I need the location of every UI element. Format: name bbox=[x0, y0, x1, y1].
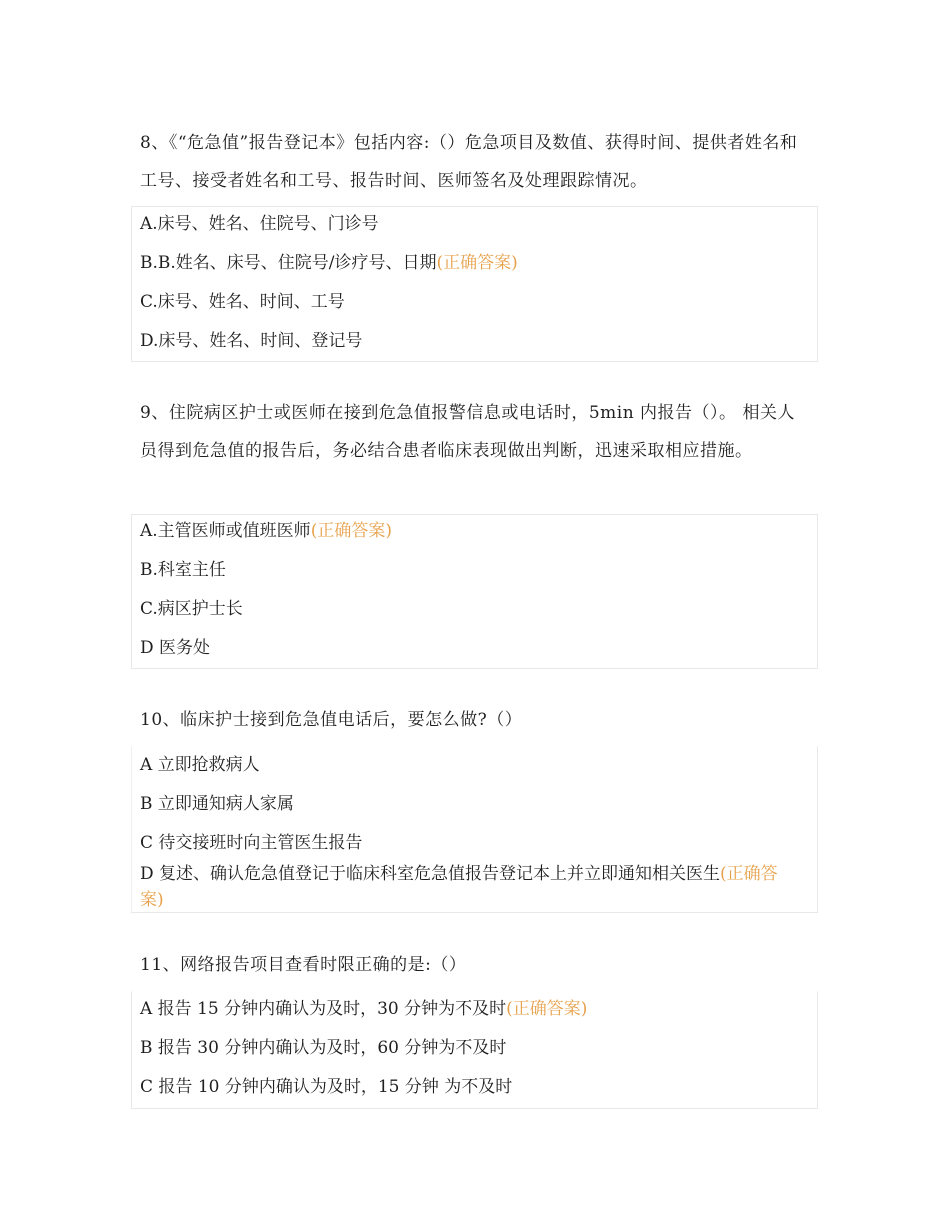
option-10d[interactable] bbox=[140, 861, 788, 913]
option-text: C.病区护士长 bbox=[140, 599, 243, 619]
correct-answer-tag: (正确答案) bbox=[310, 521, 392, 541]
option-11b[interactable] bbox=[140, 1035, 810, 1061]
option-text: A.主管医师或值班医师 bbox=[140, 521, 311, 541]
option-text: A 立即抢救病人 bbox=[140, 755, 260, 775]
option-text: D 复述、确认危急值登记于临床科室危急值报告登记本上并立即通知相关医生 bbox=[140, 864, 721, 884]
option-8c[interactable] bbox=[140, 289, 810, 315]
option-8b[interactable] bbox=[140, 250, 810, 276]
option-text: D 医务处 bbox=[140, 638, 211, 658]
question-10-options bbox=[131, 746, 818, 913]
option-text: A.床号、姓名、住院号、门诊号 bbox=[140, 214, 379, 234]
option-text: C 报告 10 分钟内确认为及时，15 分钟 为不及时 bbox=[140, 1077, 513, 1097]
question-11-options bbox=[131, 991, 818, 1109]
option-9c[interactable] bbox=[140, 596, 810, 622]
question-10-stem: 10、临床护士接到危急值电话后，要怎么做?（） bbox=[140, 710, 523, 730]
option-8d[interactable] bbox=[140, 328, 810, 354]
correct-answer-tag: (正确答案) bbox=[506, 999, 588, 1019]
option-10b[interactable] bbox=[140, 791, 810, 817]
option-text: B 立即通知病人家属 bbox=[140, 794, 294, 814]
question-11-stem: 11、网络报告项目查看时限正确的是:（） bbox=[140, 955, 467, 975]
option-11c[interactable] bbox=[140, 1074, 810, 1100]
question-9-stem: 9、住院病区护士或医师在接到危急值报警信息或电话时，5min 内报告（）。 相关人员得到危急值的报告后，务必结合患者临床表现做出判断，迅速采取相应措施。 bbox=[140, 403, 795, 461]
option-text: B.B.姓名、床号、住院号/诊疗号、日期 bbox=[140, 253, 437, 273]
question-8-options bbox=[131, 206, 818, 362]
option-text: B.科室主任 bbox=[140, 560, 226, 580]
option-9a[interactable] bbox=[140, 518, 810, 544]
option-8a[interactable] bbox=[140, 211, 810, 237]
option-10c[interactable] bbox=[140, 830, 810, 856]
question-9-options bbox=[131, 514, 818, 669]
question-8-stem: 8、《“危急值”报告登记本》包括内容:（）危急项目及数值、获得时间、提供者姓名和工号、接受者姓名和工号、报告时间、医师签名及处理跟踪情况。 bbox=[140, 133, 798, 191]
option-text: D.床号、姓名、时间、登记号 bbox=[140, 331, 363, 351]
correct-answer-tag: (正确答案) bbox=[436, 253, 518, 273]
option-text: C 待交接班时向主管医生报告 bbox=[140, 833, 363, 853]
option-text: A 报告 15 分钟内确认为及时，30 分钟为不及时 bbox=[140, 999, 507, 1019]
option-9b[interactable] bbox=[140, 557, 810, 583]
option-text: C.床号、姓名、时间、工号 bbox=[140, 292, 345, 312]
option-9d[interactable] bbox=[140, 635, 810, 661]
option-10a[interactable] bbox=[140, 752, 810, 778]
option-text: B 报告 30 分钟内确认为及时，60 分钟为不及时 bbox=[140, 1038, 507, 1058]
option-11a[interactable] bbox=[140, 996, 810, 1022]
correct-answer-tag: (正确答案) bbox=[140, 864, 778, 910]
